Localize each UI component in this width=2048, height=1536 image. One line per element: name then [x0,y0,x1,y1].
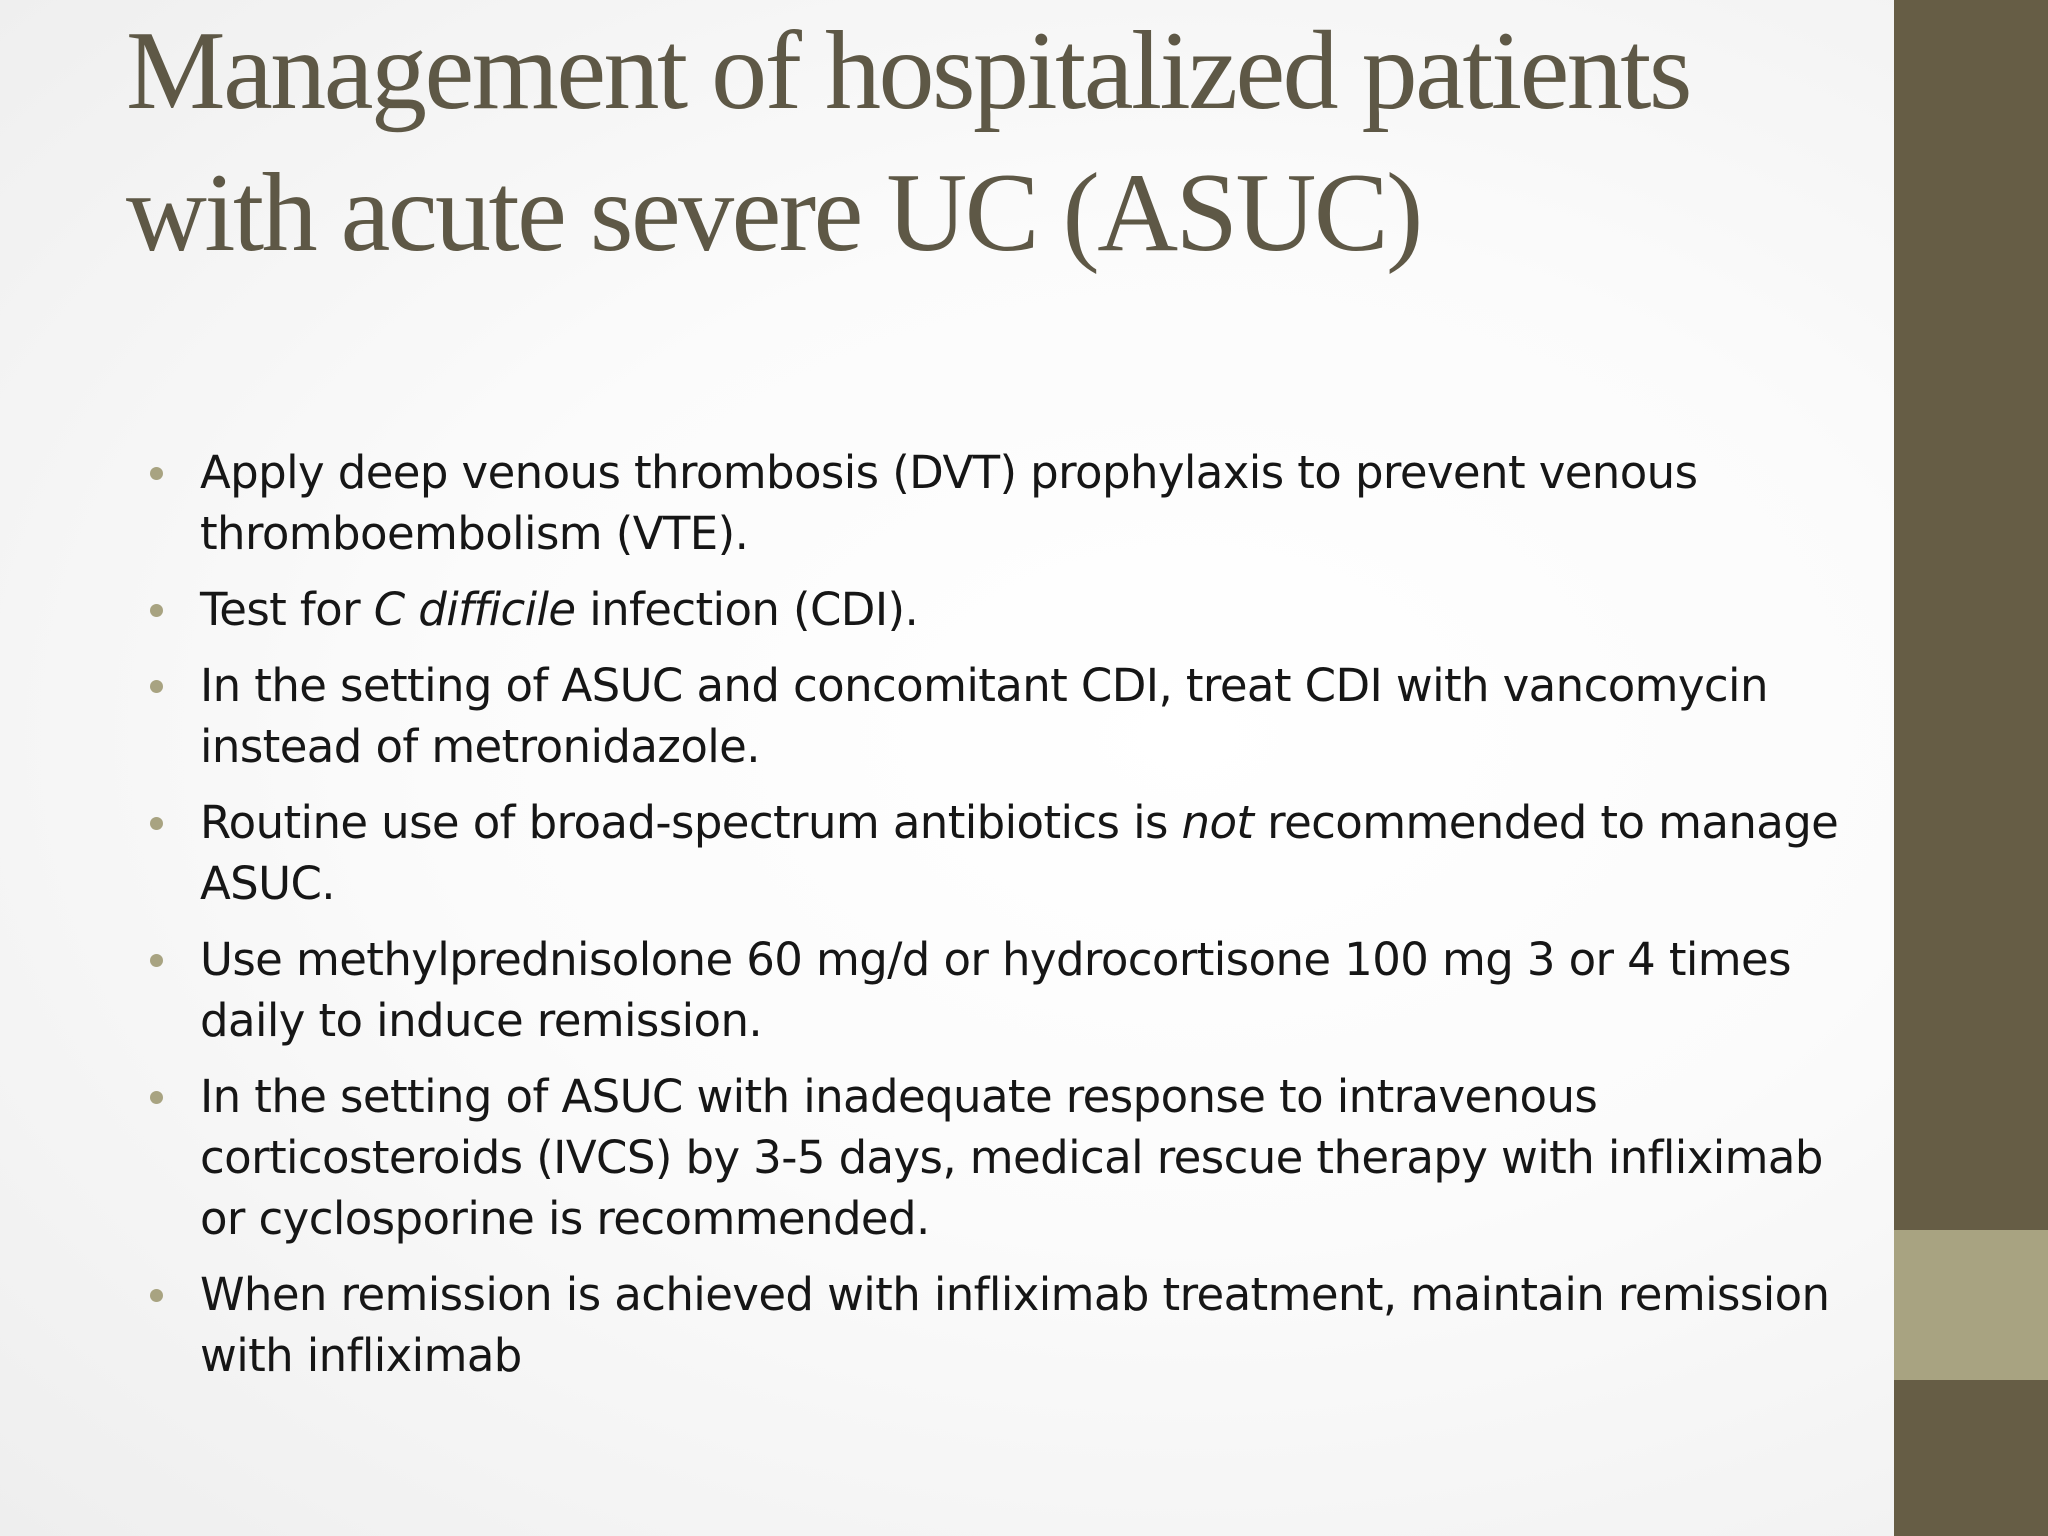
bullet-item [200,792,1860,914]
bullet-item [200,1264,1860,1386]
bullet-text-emphasis: not [1181,796,1254,849]
sidebar-accent-band [1894,1230,2048,1380]
bullet-text: infection (CDI). [575,583,919,636]
bullet-dot-icon [150,1091,163,1104]
bullet-item [200,929,1860,1051]
bullet-text: recommended to manage ASUC. [200,796,1839,910]
bullet-dot-icon [150,1289,163,1302]
bullet-dot-icon [150,680,163,693]
bullet-item [200,655,1860,777]
bullet-text: Apply deep venous thrombosis (DVT) prophylaxis to prevent venous thromboembolism (VTE). [200,446,1698,560]
bullet-dot-icon [150,467,163,480]
bullet-dot-icon [150,954,163,967]
bullet-text: Test for [200,583,374,636]
bullet-dot-icon [150,817,163,830]
slide-title: Management of hospitalized patients with acute severe UC (ASUC) [126,9,1691,275]
bullet-item [200,579,1860,640]
bullet-item [200,1066,1860,1249]
bullet-text: When remission is achieved with infliximab treatment, maintain remission with infliximab [200,1268,1830,1382]
bullet-list [200,442,1860,1401]
bullet-text: In the setting of ASUC with inadequate response to intravenous corticosteroids (IVCS) by 3-5 days, medical rescue therapy with infliximab or cyclosporine is recommended. [200,1070,1823,1245]
bullet-text: Use methylprednisolone 60 mg/d or hydrocortisone 100 mg 3 or 4 times daily to induce remission. [200,933,1791,1047]
bullet-item [200,442,1860,564]
bullet-text: Routine use of broad-spectrum antibiotics is [200,796,1182,849]
bullet-text: In the setting of ASUC and concomitant CDI, treat CDI with vancomycin instead of metronidazole. [200,659,1768,773]
bullet-dot-icon [150,604,163,617]
bullet-text-emphasis: C difficile [373,583,576,636]
